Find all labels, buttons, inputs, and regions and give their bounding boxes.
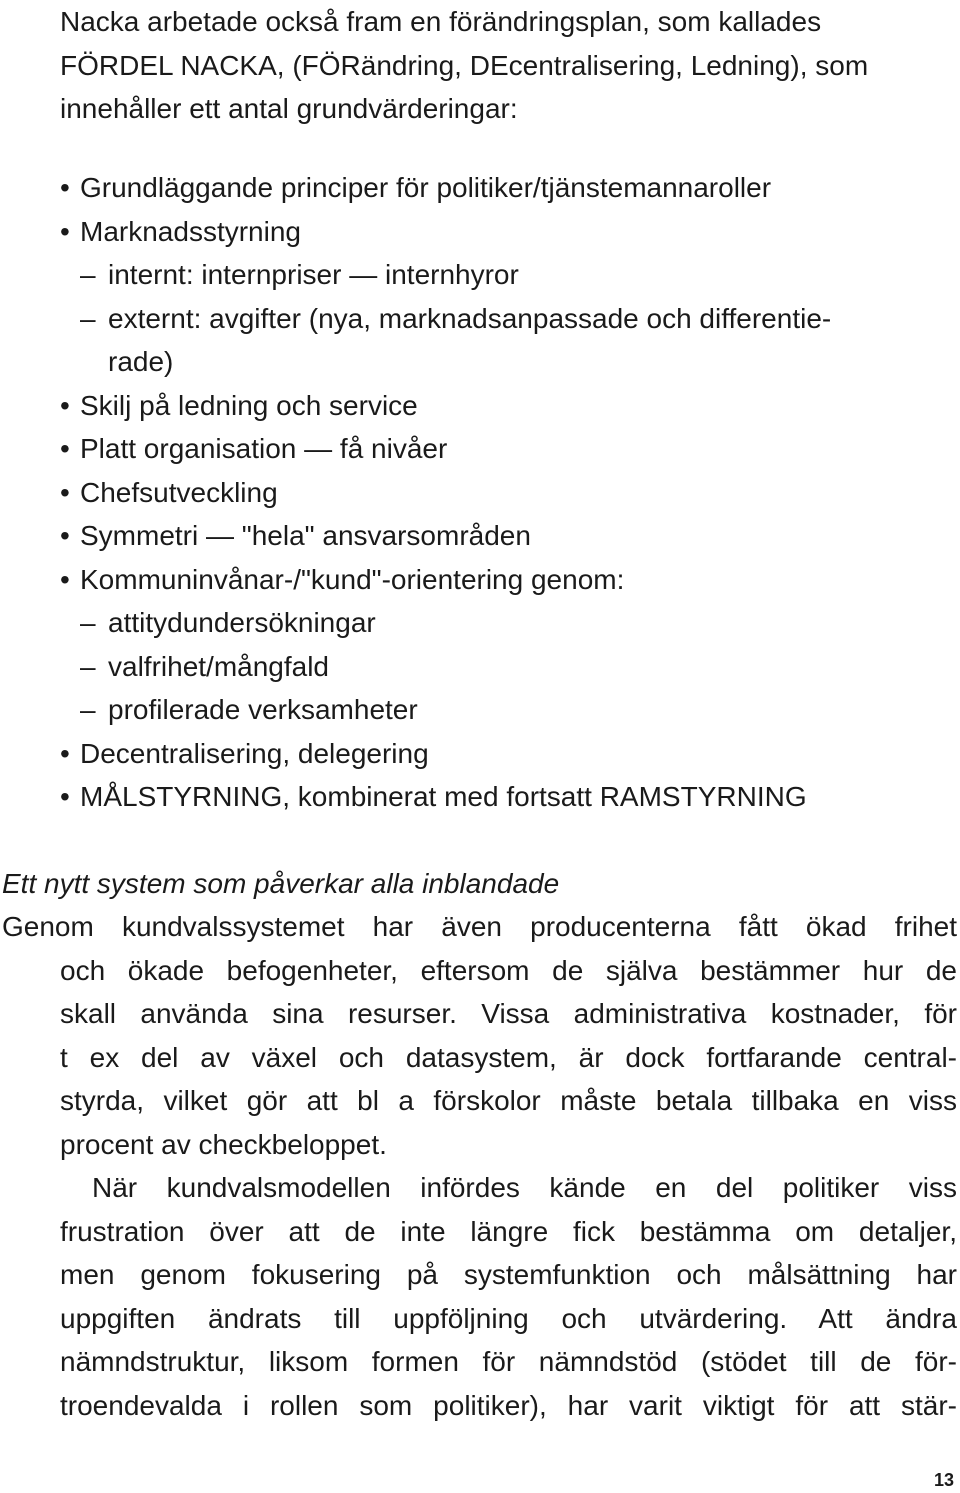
list-item-text: profilerade verksamheter — [108, 694, 418, 725]
bullet-icon: • — [60, 737, 70, 769]
list-item-text: Platt organisation — få nivåer — [80, 433, 448, 464]
list-item-text: Decentralisering, delegering — [80, 737, 429, 769]
page-number: 13 — [933, 1470, 954, 1490]
bullet-icon: • — [60, 563, 70, 595]
list-item — [60, 166, 940, 210]
paragraph-line: och ökade befogenheter, eftersom de själva bestämmer hur de — [60, 954, 957, 986]
list-item — [60, 384, 940, 428]
list-item-text: externt: avgifter (nya, marknadsanpassade och differentie- — [108, 302, 832, 334]
intro-line: innehåller ett antal grundvärderingar: — [60, 93, 518, 124]
dash-icon: – — [80, 607, 96, 638]
paragraph-line: När kundvalsmodellen infördes kände en del politiker viss — [92, 1172, 957, 1203]
list-item-text: Symmetri — "hela" ansvarsområden — [80, 520, 531, 551]
list-item — [60, 514, 940, 558]
list-item-text: attitydundersökningar — [108, 607, 376, 638]
list-item-text: MÅLSTYRNING, kombinerat med fortsatt RAMSTYRNING — [80, 781, 807, 812]
sub-list-item-continuation — [60, 340, 940, 384]
bullet-icon: • — [60, 389, 70, 421]
dash-icon: – — [80, 302, 96, 334]
paragraph-line: Genom kundvalssystemet har även producenterna fått ökad frihet — [2, 911, 957, 942]
intro-paragraph — [60, 0, 960, 131]
list-item-text: Skilj på ledning och service — [80, 389, 418, 421]
list-item-text: valfrihet/mångfald — [108, 650, 330, 682]
list-item-text: Chefsutveckling — [80, 476, 278, 508]
paragraph-kundvalsmodellen — [2, 1166, 957, 1427]
section-heading: Ett nytt system som påverkar alla inblandade — [2, 868, 560, 899]
sub-list-item — [60, 297, 940, 341]
paragraph-line: men genom fokusering på systemfunktion och målsättning har — [60, 1259, 957, 1290]
paragraph-line: uppgiften ändrats till uppföljning och utvärdering. Att ändra — [60, 1302, 957, 1334]
bullet-icon: • — [60, 433, 70, 464]
sub-list-item — [60, 688, 940, 732]
list-item-text: internt: internpriser — internhyror — [108, 259, 519, 290]
paragraph-line: nämndstruktur, liksom formen för nämndstöd (stödet till de för- — [60, 1346, 957, 1377]
paragraph-line: skall använda sina resurser. Vissa administrativa kostnader, för — [60, 998, 957, 1029]
bullet-icon: • — [60, 520, 70, 551]
list-item — [60, 558, 940, 602]
list-item-text: Kommuninvånar-/"kund"-orientering genom: — [80, 563, 625, 595]
sub-list-item — [60, 253, 940, 297]
list-item — [60, 210, 940, 254]
intro-line: Nacka arbetade också fram en förändringsplan, som kallades — [60, 6, 822, 37]
bullet-icon: • — [60, 781, 70, 812]
dash-icon: – — [80, 259, 96, 290]
paragraph-line: frustration över att de inte längre fick bestämma om detaljer, — [60, 1215, 957, 1247]
list-item-text: Marknadsstyrning — [80, 215, 301, 247]
list-item — [60, 775, 940, 819]
paragraph-line: t ex del av växel och datasystem, är dock fortfarande central- — [60, 1041, 957, 1073]
list-item — [60, 471, 940, 515]
intro-line: FÖRDEL NACKA, (FÖRändring, DEcentralisering, Ledning), som — [60, 49, 869, 81]
list-item-text: rade) — [108, 346, 174, 377]
list-item — [60, 427, 940, 471]
dash-icon: – — [80, 694, 96, 725]
sub-list-item — [60, 601, 940, 645]
dash-icon: – — [80, 650, 96, 682]
paragraph-kundvalssystemet — [2, 905, 957, 1166]
bullet-icon: • — [60, 215, 70, 247]
list-item — [60, 732, 940, 776]
list-item-text: Grundläggande principer för politiker/tjänstemannaroller — [80, 172, 772, 203]
sub-list-item — [60, 645, 940, 689]
paragraph-line: styrda, vilket gör att bl a förskolor måste betala tillbaka en viss — [60, 1085, 957, 1116]
paragraph-line: procent av checkbeloppet. — [60, 1128, 387, 1160]
bullet-icon: • — [60, 476, 70, 508]
values-list — [60, 166, 940, 819]
bullet-icon: • — [60, 172, 70, 203]
paragraph-line: troendevalda i rollen som politiker), har varit viktigt för att stär- — [60, 1389, 957, 1421]
